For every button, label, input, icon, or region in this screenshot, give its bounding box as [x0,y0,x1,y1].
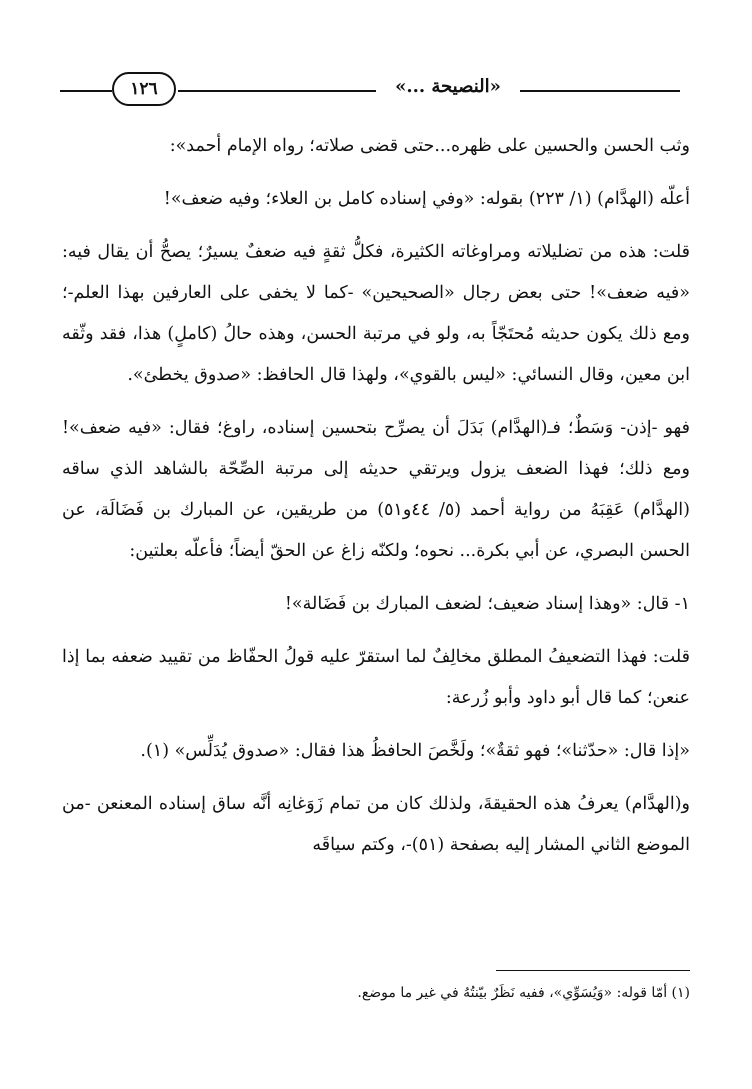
running-title: «النصيحة ...» [395,76,501,97]
paragraph-1: وثب الحسن والحسين على ظهره...حتى قضى صلاته؛ رواه الإمام أحمد»: [169,136,690,156]
paragraph-6: قلت: فهذا التضعيفُ المطلق مخالِفٌ لما استقرّ عليه قولُ الحفّاظ من تقييد ضعفه بما إذا عنعن؛ كما قال أبو داود وأبو زُرعة: [62,647,690,708]
paragraph-7: «إذا قال: «حدّثنا»؛ فهو ثقةٌ»؛ ولَخَّصَ الحافظُ هذا فقال: «صدوق يُدَلِّس» (١). [140,741,690,761]
paragraph-3: قلت: هذه من تضليلاته ومراوغاته الكثيرة، فكلُّ ثقةٍ فيه ضعفٌ يسيرٌ؛ يصحُّ أن يقال فيه: «فيه ضعف»! حتى بعض رجال «الصحيحين» -كما لا يخفى على العارفين بهذا العلم-؛ ومع ذلك يكون حديثه مُحتَجّاً به، ولو في مرتبة الحسن، وهذه حالُ (كاملٍ) هذا، فقد وثّقه ابن معين، وقال النسائي: «ليس بالقوي»، ولهذا قال الحافظ: «صدوق يخطئ». [62,242,690,385]
header-rule-middle [178,90,376,92]
paragraph-2: أعلّه (الهدَّام) (١/ ٢٢٣) بقوله: «وفي إسناده كامل بن العلاء؛ وفيه ضعف»! [163,189,690,209]
paragraph-8: و(الهدَّام) يعرفُ هذه الحقيقةَ، ولذلك كان من تمام زَوَغانِه أنَّه ساق إسناده المعنعن -من الموضع الثاني المشار إليه بصفحة (٥١)-، وكتم سياقَه [62,794,690,855]
header-rule-right [520,90,680,92]
paragraph-4: فهو -إذن- وَسَطٌ؛ فـ(الهدَّام) بَدَلَ أن يصرِّح بتحسين إسناده، راوغ؛ فقال: «فيه ضعف»! ومع ذلك؛ فهذا الضعف يزول ويرتقي حديثه إلى مرتبة الصِّحّة بالشاهد الذي ساقه (الهدَّام) عَقِبَهُ من رواية أحمد (٥/ ٤٤و٥١) من طريقين، عن المبارك بن فَضَالَة، عن الحسن البصري، عن أبي بكرة... نحوه؛ ولكنّه زاغ عن الحقّ أيضاً؛ فأعلّه بعلتين: [62,418,690,561]
header-rule-left [60,90,112,92]
page-body [62,126,690,878]
paragraph-5: ١- قال: «وهذا إسناد ضعيف؛ لضعف المبارك بن فَضَالة»! [284,594,690,614]
footnote-divider [496,970,690,971]
page-header [60,70,680,110]
footnote: (١) أمّا قوله: «وَيُسَوِّي»، ففيه نَظَرٌ بيّنتُهُ في غير ما موضع. [357,985,690,1001]
page-number: ١٢٦ [112,72,176,106]
